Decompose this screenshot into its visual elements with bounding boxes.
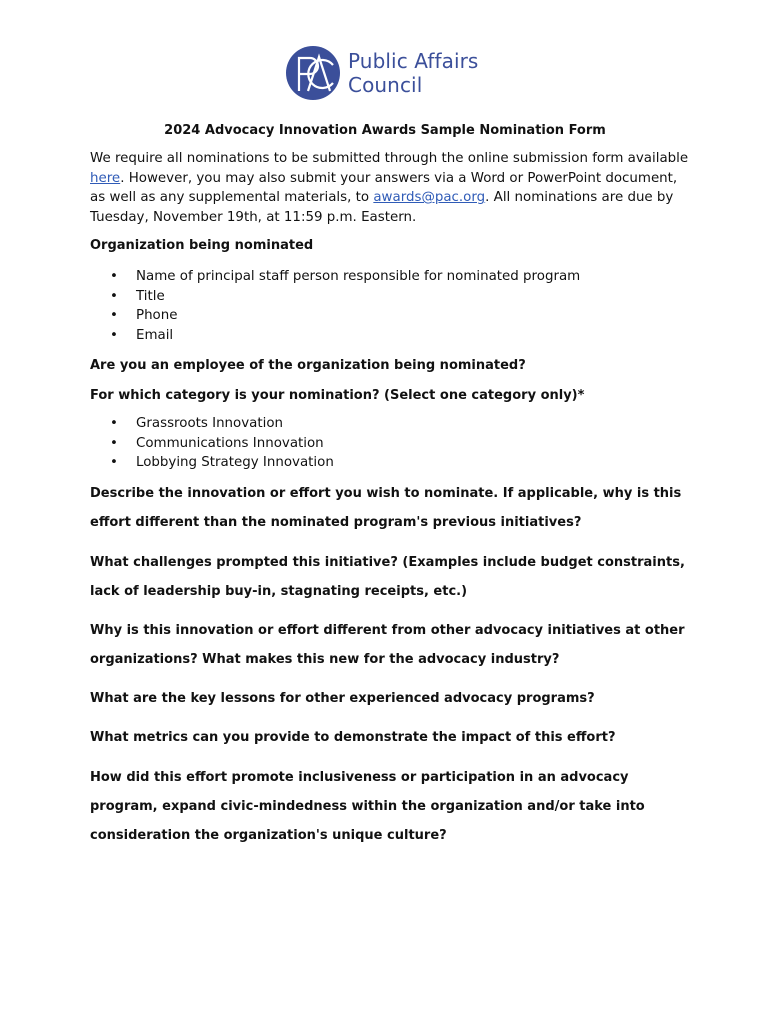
list-item: • Phone bbox=[110, 306, 580, 326]
list-item: • Grassroots Innovation bbox=[110, 414, 334, 434]
intro-paragraph bbox=[90, 149, 690, 227]
org-list bbox=[110, 267, 580, 345]
list-item: • Email bbox=[110, 326, 580, 346]
logo-line-1: Public Affairs bbox=[348, 49, 479, 73]
email-link[interactable]: awards@pac.org bbox=[373, 190, 486, 205]
different-question: Why is this innovation or effort different from other advocacy initiatives at other organizations? What makes this new for the advocacy industry? bbox=[90, 623, 685, 667]
intro-text-3: . All nominations are due by Tuesday, November 19th, at 11:59 p.m. Eastern. bbox=[90, 190, 674, 225]
inclusive-question: How did this effort promote inclusiveness or participation in an advocacy program, expand civic-mindedness within the organization and/or take into consideration the organization's unique culture? bbox=[90, 770, 645, 843]
category-heading: For which category is your nomination? (Select one category only)* bbox=[90, 388, 585, 403]
intro-text-1: We require all nominations to be submitted through the online submission form available bbox=[90, 151, 689, 166]
describe-question: Describe the innovation or effort you wish to nominate. If applicable, why is this effort different than the nominated program's previous initiatives? bbox=[90, 486, 682, 530]
logo-wordmark bbox=[348, 49, 478, 97]
here-link[interactable]: here bbox=[90, 170, 121, 186]
logo bbox=[286, 45, 478, 101]
page-title: 2024 Advocacy Innovation Awards Sample Nomination Form bbox=[164, 123, 606, 138]
metrics-question: What metrics can you provide to demonstrate the impact of this effort? bbox=[90, 730, 616, 745]
list-item: • Title bbox=[110, 287, 580, 307]
lessons-question: What are the key lessons for other experienced advocacy programs? bbox=[90, 691, 595, 706]
list-item: • Lobbying Strategy Innovation bbox=[110, 453, 334, 473]
logo-line-2: Council bbox=[348, 73, 423, 97]
org-heading: Organization being nominated bbox=[90, 238, 314, 253]
list-item: • Name of principal staff person responsible for nominated program bbox=[110, 267, 580, 287]
list-item: • Communications Innovation bbox=[110, 434, 334, 454]
intro-text-2: . However, you may also submit your answers via a Word or PowerPoint document, as well as any supplemental materials, to bbox=[90, 170, 678, 205]
employee-question: Are you an employee of the organization being nominated? bbox=[90, 358, 526, 373]
challenges-question: What challenges prompted this initiative? (Examples include budget constraints, lack of leadership buy-in, stagnating receipts, etc.) bbox=[90, 555, 685, 599]
category-list bbox=[110, 414, 334, 473]
pac-logo-icon bbox=[286, 45, 340, 101]
